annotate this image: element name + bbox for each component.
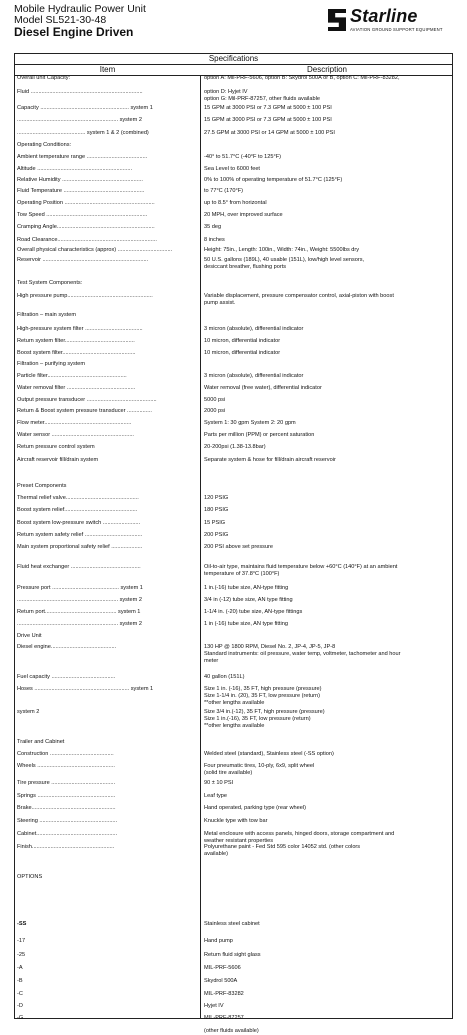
row-description: Separate system & hose for fill/drain aircraft reservoir — [204, 457, 336, 463]
row-item: Return & Boost system pressure transducer ................ — [17, 408, 152, 414]
row-item: Capacity ......................................................... system 1 — [17, 105, 153, 111]
row-item: Wheels .................................................. — [17, 763, 115, 769]
row-item: -A — [17, 965, 23, 971]
row-item: Relative Humidity .................................................... — [17, 177, 143, 183]
row-item: -SS — [17, 921, 27, 927]
column-header-item: Item — [99, 65, 116, 74]
row-item: Water removal filter ............................................ — [17, 385, 136, 391]
row-item: Water sensor ..................................................... — [17, 432, 134, 438]
row-item: -G — [17, 1015, 24, 1021]
row-description: 1-1/4 in. (-20) tube size, AN-type fittings — [204, 609, 303, 615]
row-item: Return pressure control system — [17, 444, 95, 450]
row-description: Size 1 in. (-16), 35 FT, high pressure (pressure) Size 1-1/4 in. (20), 35 FT, low pressure (return) **other lengths available — [204, 686, 322, 706]
row-description: Variable displacement, pressure compensator control, axial-piston with boost pump assist. — [204, 293, 394, 306]
column-header-description: Description — [306, 65, 347, 74]
row-item: Return system safety relief ..................................... — [17, 532, 143, 538]
row-item: Filtration – main system — [17, 312, 77, 318]
row-item: Construction ......................................... — [17, 751, 114, 757]
row-item: Finish..................................................... — [17, 844, 115, 850]
row-item: -B — [17, 978, 23, 984]
row-description: Hand pump — [204, 938, 233, 944]
row-description: 3 micron (absolute), differential indicator — [204, 373, 304, 379]
row-item: Overall unit Capacity: — [17, 75, 71, 81]
row-description: 90 ± 10 PSI — [204, 780, 234, 786]
row-description: -40° to 51.7°C (-40°F to 125°F) — [204, 154, 282, 160]
row-item: Brake...................................................... — [17, 805, 116, 811]
header-line-2: Model SL521-30-48 — [14, 14, 107, 26]
row-item: Diesel engine.......................................... — [17, 644, 117, 650]
row-item: Flow meter........................................................ — [17, 420, 132, 426]
row-description: 200 PSIG — [204, 532, 229, 538]
row-item: Particle filter................................................... — [17, 373, 127, 379]
row-description: Hand operated, parking type (rear wheel) — [204, 805, 306, 811]
row-item: Filtration – purifying system — [17, 361, 86, 367]
row-description: 3/4 in (-12) tube size, AN type fitting — [204, 597, 293, 603]
row-item: Thermal relief valve............................................... — [17, 495, 139, 501]
row-item: Altitude ............................................................. — [17, 166, 133, 172]
logo-wordmark: Starline — [350, 6, 418, 26]
row-item: ............................................ system 1 & 2 (combined) — [17, 130, 149, 136]
row-item: High-pressure system filter ..................................... — [17, 326, 143, 332]
row-item: Return port.............................................. system 1 — [17, 609, 141, 615]
column-divider — [200, 75, 201, 1018]
row-item: Pressure port ........................................... system 1 — [17, 585, 143, 591]
row-item: Output pressure transducer ............................................. — [17, 397, 157, 403]
row-description: option D: Hyjet IV option G: Mil-PRF-87257, other fluids available — [204, 89, 320, 102]
row-item: system 2 — [17, 709, 40, 715]
row-description: 40 gallon (151L) — [204, 674, 245, 680]
row-item: Ambient temperature range ....................................... — [17, 154, 148, 160]
row-description: Four pneumatic tires, 10-ply, 6x9, split wheel (solid tire available) — [204, 763, 315, 776]
row-item: Main system proportional safety relief .................... — [17, 544, 143, 550]
row-item: Boost system relief............................................... — [17, 507, 138, 513]
row-description: MIL-PRF-83282 — [204, 991, 244, 997]
row-item: Preset Components — [17, 483, 67, 489]
row-description: 200 PSI above set pressure — [204, 544, 274, 550]
row-description: Oil-to-air type, maintains fluid temperature below +60°C (140°F) at an ambient temperature of 37.8°C (100°F) — [204, 564, 398, 577]
row-description: System 1: 30 gpm System 2: 20 gpm — [204, 420, 296, 426]
row-description: Hyjet IV — [204, 1003, 224, 1009]
row-item: -D — [17, 1003, 23, 1009]
row-description: 20-200psi (1.38-13.8bar) — [204, 444, 266, 450]
row-item: Return system filter............................................. — [17, 338, 135, 344]
row-description: (other fluids available) — [204, 1028, 259, 1034]
row-item: Tow Speed ................................................................. — [17, 212, 148, 218]
row-description: 1 in.(-16) tube size, AN-type fitting — [204, 585, 289, 591]
row-description: Water removal (free water), differential indicator — [204, 385, 322, 391]
row-description: 1 in (-16) tube size, AN type fitting — [204, 621, 288, 627]
row-item: ................................................................. system 2 — [17, 597, 142, 603]
row-item: Hoses ............................................................. system 1 — [17, 686, 154, 692]
row-description: Polyurethane paint - Fed Std 595 color 14052 std. (other colors available) — [204, 844, 361, 857]
row-item: Fluid heat exchanger ............................................. — [17, 564, 141, 570]
row-item: Fuel capacity ......................................... — [17, 674, 116, 680]
row-description: up to 8.5° from horizontal — [204, 200, 267, 206]
specifications-table — [14, 53, 453, 1034]
row-description: 15 GPM at 3000 PSI or 7.3 GPM at 5000 ± 100 PSI — [204, 105, 332, 111]
row-description: 180 PSIG — [204, 507, 229, 513]
header-title: Diesel Engine Driven — [14, 25, 134, 39]
row-item: ................................................................. system 2 — [17, 621, 142, 627]
row-description: Knuckle type with tow bar — [204, 818, 268, 824]
row-description: 50 U.S. gallons (189L), 40 usable (151L), low/high level sensors, desiccant breather, flushing ports — [204, 257, 365, 270]
row-item: Springs .................................................. — [17, 793, 116, 799]
row-description: 0% to 100% of operating temperature of 51.7°C (125°F) — [204, 177, 343, 183]
row-description: 27.5 GPM at 3000 PSI or 14 GPM at 5000 ± 100 PSI — [204, 130, 335, 136]
row-item: Aircraft reservoir fill/drain system — [17, 457, 99, 463]
row-item: Fluid Temperature .................................................... — [17, 188, 145, 194]
row-description: Sea Level to 6000 feet — [204, 166, 260, 172]
row-item: Boost system low-pressure switch ........................ — [17, 520, 141, 526]
row-item: Fluid ........................................................................ — [17, 89, 143, 95]
row-description: Return fluid sight glass — [204, 952, 261, 958]
row-item: Reservoir .................................................................... — [17, 257, 149, 263]
row-description: 130 HP @ 1800 RPM, Diesel No. 2, JP-4, JP-5, JP-8 Standard instruments: oil pressure, water temp, voltmeter, tachometer and hour meter — [204, 644, 401, 664]
row-item: ................................................................. system 2 — [17, 117, 142, 123]
row-description: Skydrol 500A — [204, 978, 238, 984]
row-item: Cabinet.................................................... — [17, 831, 118, 837]
row-item: Operating Position .......................................................... — [17, 200, 155, 206]
row-item: Tire pressure ......................................... — [17, 780, 116, 786]
row-item: Cramping Angle............................................................... — [17, 224, 155, 230]
row-description: Parts per million (PPM) or percent saturation — [204, 432, 315, 438]
row-description: 35 deg — [204, 224, 222, 230]
row-item: Boost system filter............................................... — [17, 350, 136, 356]
row-item: Operating Conditions: — [17, 142, 72, 148]
row-item: Drive Unit — [17, 633, 42, 639]
document-header — [14, 4, 454, 46]
row-item: -17 — [17, 938, 26, 944]
row-description: 10 micron, differential indicator — [204, 350, 281, 356]
row-description: to 77°C (170°F) — [204, 188, 243, 194]
row-item: Steering .................................................. — [17, 818, 118, 824]
row-description: 120 PSIG — [204, 495, 229, 501]
row-item: -25 — [17, 952, 26, 958]
row-description: 2000 psi — [204, 408, 226, 414]
starline-logo — [328, 8, 454, 38]
starline-mark-icon — [328, 9, 346, 31]
row-description: 15 PSIG — [204, 520, 226, 526]
row-description: Stainless steel cabinet — [204, 921, 260, 927]
row-description: 20 MPH, over improved surface — [204, 212, 283, 218]
row-item: High pressure pump....................................................... — [17, 293, 153, 299]
row-item: Test System Components: — [17, 280, 83, 286]
header-line-1: Mobile Hydraulic Power Unit — [14, 3, 146, 15]
row-item: Overall physical characteristics (approx) ................................... — [17, 247, 173, 253]
row-description: 8 inches — [204, 237, 225, 243]
row-description: 5000 psi — [204, 397, 226, 403]
row-item: Road Clearance................................................................ — [17, 237, 157, 243]
row-description: MIL-PRF-5606 — [204, 965, 241, 971]
row-description: 15 GPM at 3000 PSI or 7.3 GPM at 5000 ± 100 PSI — [204, 117, 332, 123]
row-description: Height: 75in., Length: 100in., Width: 74in., Weight: 5500lbs dry — [204, 247, 360, 253]
row-item: OPTIONS — [17, 874, 43, 880]
row-description: Metal enclosure with access panels, hinged doors, storage compartment and weather resistant properties — [204, 831, 395, 844]
row-description: Welded steel (standard), Stainless steel (-SS option) — [204, 751, 334, 757]
row-item: -C — [17, 991, 23, 997]
row-description: 3 micron (absolute), differential indicator — [204, 326, 304, 332]
row-description: MIL-PRF-87257 — [204, 1015, 244, 1021]
table-title: Specifications — [15, 54, 452, 65]
row-description: 10 micron, differential indicator — [204, 338, 281, 344]
row-description: Size 3/4 in.(-12), 35 FT, high pressure (pressure) Size 1 in.(-16), 35 FT, low pressure (return) **other lengths available — [204, 709, 325, 729]
row-description: Leaf type — [204, 793, 228, 799]
row-item: Trailer and Cabinet — [17, 739, 65, 745]
logo-tagline: AVIATION GROUND SUPPORT EQUIPMENT — [350, 27, 443, 32]
row-description: option A: Mil-PRF-5606, option B: Skydrol 500A or B, option C: Mil-PRF-83282, — [204, 75, 400, 81]
